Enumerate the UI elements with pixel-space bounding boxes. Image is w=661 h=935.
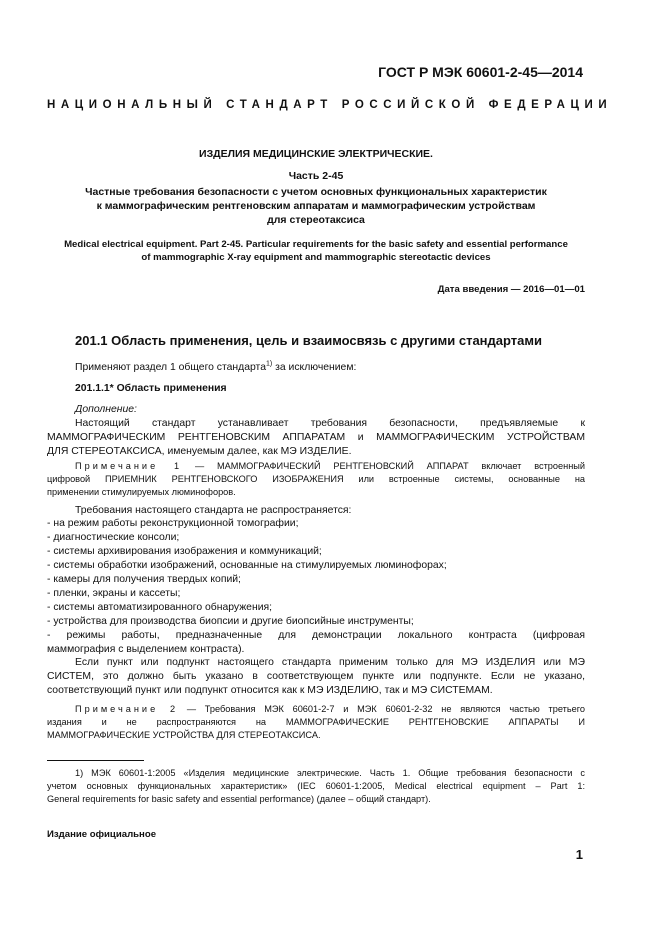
list-item: - устройства для производства биопсии и другие биопсийные инструменты; xyxy=(47,616,414,627)
paragraph-line: СИСТЕМ, это должно быть указано в соответствующем пункте или подпункте. Если не указано, xyxy=(47,671,585,682)
footnote-separator xyxy=(47,760,144,761)
list-item: - режимы работы, предназначенные для демонстрации локального контраста (цифровая xyxy=(47,630,585,641)
english-title-line: of mammographic X-ray equipment and mammographic stereotactic devices xyxy=(141,252,491,263)
paragraph-line: ДЛЯ СТЕРЕОТАКСИСА, именуемым далее, как МЭ ИЗДЕЛИЕ. xyxy=(47,446,352,457)
paragraph-line: МАММОГРАФИЧЕСКИМ РЕНТГЕНОВСКИМ АППАРАТАМ и МАММОГРАФИЧЕСКИМ УСТРОЙСТВАМ xyxy=(47,432,585,443)
addition-label: Дополнение: xyxy=(75,404,137,415)
note-line: применении стимулируемых люминофоров. xyxy=(47,486,236,497)
introduction-date: Дата введения — 2016—01—01 xyxy=(437,284,585,295)
note-label: Примечание 2 xyxy=(75,704,179,714)
applicability-paragraph xyxy=(47,656,585,698)
note-1 xyxy=(47,460,585,498)
list-item: - на режим работы реконструкционной томографии; xyxy=(47,518,299,529)
note-line xyxy=(47,460,585,473)
footnote-ref[interactable]: 1) xyxy=(265,360,273,368)
title-english xyxy=(47,238,585,264)
page-number: 1 xyxy=(575,847,583,862)
note-line xyxy=(47,703,585,716)
title-main: ИЗДЕЛИЯ МЕДИЦИНСКИЕ ЭЛЕКТРИЧЕСКИЕ. xyxy=(199,148,433,160)
list-item: - диагностические консоли; xyxy=(47,532,180,543)
standard-number: ГОСТ Р МЭК 60601-2-45—2014 xyxy=(378,64,583,80)
note-line: издания и не распространяются на МАММОГРАФИЧЕСКИЕ РЕНТГЕНОВСКИЕ АППАРАТЫ И xyxy=(47,716,585,727)
title-part: Часть 2-45 xyxy=(288,170,344,182)
subtitle-line: Частные требования безопасности с учетом основных функциональных характеристик xyxy=(85,186,547,198)
note-text: — Требования МЭК 60601-2-7 и МЭК 60601-2-32 не являются частью третьего xyxy=(178,704,585,714)
note-line: цифровой ПРИЕМНИК РЕНТГЕНОВСКОГО ИЗОБРАЖЕНИЯ или встроенные системы, основанные на xyxy=(47,473,585,484)
intro-text: Применяют раздел 1 общего стандарта xyxy=(75,362,266,373)
note-2 xyxy=(47,703,585,741)
scope-paragraph xyxy=(47,417,585,459)
intro-text-end: за исключением: xyxy=(272,362,357,373)
intro-paragraph xyxy=(75,361,356,375)
section-heading: 201.1 Область применения, цель и взаимосвязь с другими стандартами xyxy=(75,333,542,348)
list-item: - системы обработки изображений, основанные на стимулируемых люминофорах; xyxy=(47,560,447,571)
note-text: — МАММОГРАФИЧЕСКИЙ РЕНТГЕНОВСКИЙ АППАРАТ включает встроенный xyxy=(182,461,585,471)
footnote xyxy=(47,767,585,805)
english-title-line: Medical electrical equipment. Part 2-45. Particular requirements for the basic safety and essential performance xyxy=(64,239,568,250)
footnote-line: 1) МЭК 60601-1:2005 «Изделия медицинские электрические. Часть 1. Общие требования безопасности с xyxy=(75,768,585,778)
note-label: Примечание 1 xyxy=(75,461,183,471)
footnote-line: General requirements for basic safety and essential performance) (далее – общий стандарт). xyxy=(47,793,431,804)
paragraph-line: Настоящий стандарт устанавливает требования безопасности, предъявляемые к xyxy=(75,418,585,429)
subtitle-line: для стереотаксиса xyxy=(267,214,365,226)
subsection-heading: 201.1.1* Область применения xyxy=(75,383,227,394)
official-edition-label: Издание официальное xyxy=(47,829,157,840)
national-standard-banner: НАЦИОНАЛЬНЫЙ СТАНДАРТ РОССИЙСКОЙ ФЕДЕРАЦИИ xyxy=(47,99,613,111)
note-line: МАММОГРАФИЧЕСКИЕ УСТРОЙСТВА ДЛЯ СТЕРЕОТАКСИСА. xyxy=(47,729,321,740)
paragraph-line: соответствующий пункт или подпункт относится как к МЭ ИЗДЕЛИЮ, так и МЭ СИСТЕМАМ. xyxy=(47,685,493,696)
list-item: маммография с выделением контраста). xyxy=(47,644,245,655)
title-subtitle xyxy=(47,185,585,227)
exclusion-list xyxy=(47,517,585,657)
list-item: - камеры для получения твердых копий; xyxy=(47,574,241,585)
list-item: - пленки, экраны и кассеты; xyxy=(47,588,181,599)
paragraph-line: Если пункт или подпункт настоящего стандарта применим только для МЭ ИЗДЕЛИЯ или МЭ xyxy=(75,657,585,668)
footnote-line: учетом основных функциональных характеристик» (IEC 60601-1:2005, Medical electrical equipment – Part 1: xyxy=(47,780,585,791)
list-item: - системы автоматизированного обнаружения; xyxy=(47,602,273,613)
subtitle-line: к маммографическим рентгеновским аппаратам и маммографическим устройствам xyxy=(96,200,536,212)
list-item: - системы архивирования изображения и коммуникаций; xyxy=(47,546,322,557)
not-apply-paragraph: Требования настоящего стандарта не распространяется: xyxy=(75,505,352,516)
